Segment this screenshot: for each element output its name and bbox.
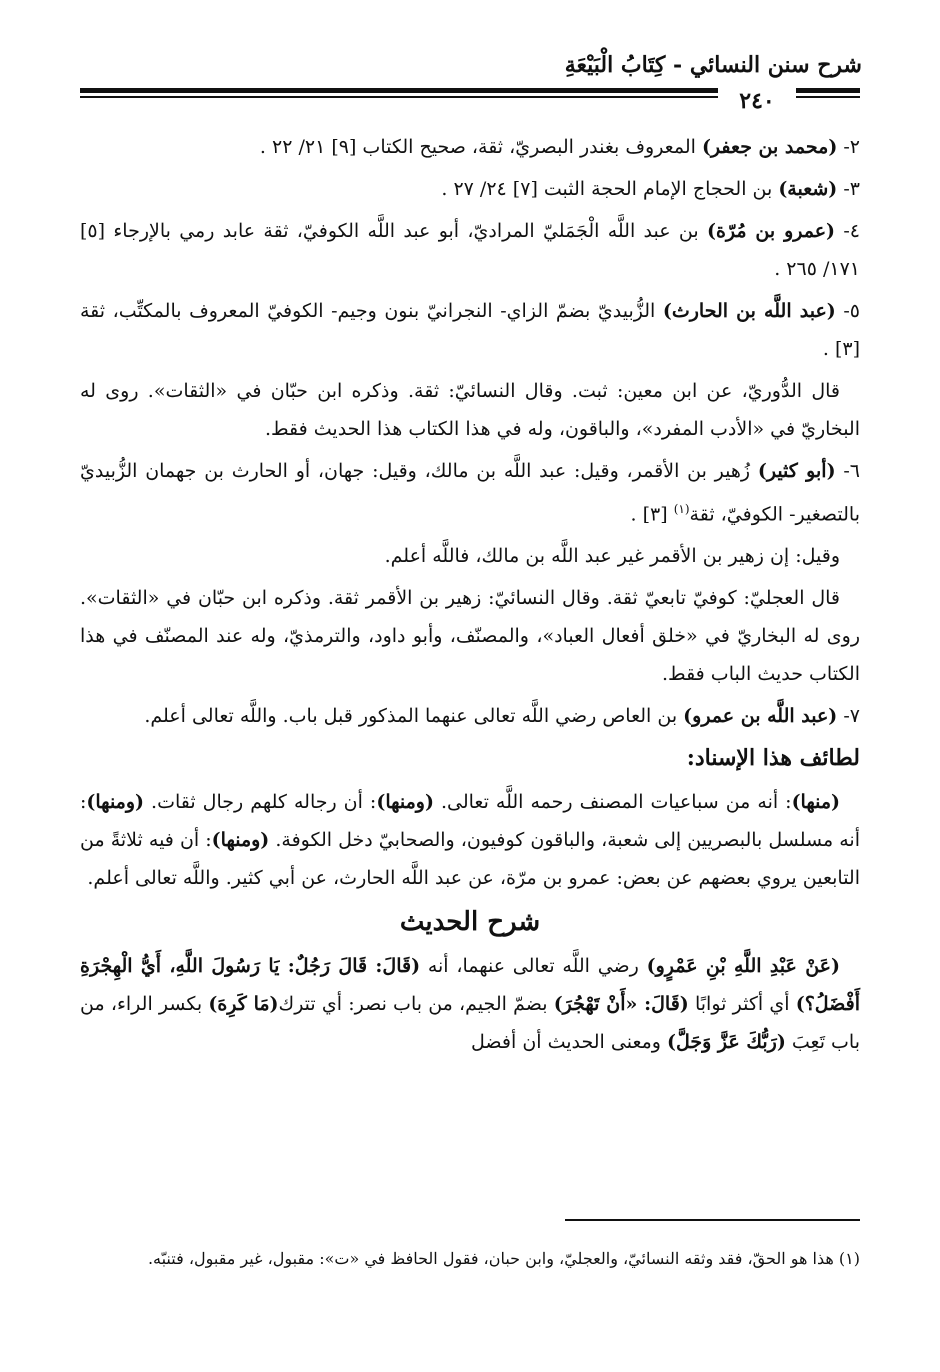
narrator-text: الزُّبيديّ بضمّ الزاي- النجرانيّ بنون وجيم- الكوفيّ المعروف بالمكتِّب، ثقة [٣] . [80,300,860,360]
page-number: ٢٤٠ [718,88,796,116]
narrator-tail: [٣] . [630,503,674,526]
narrator-6 [80,452,860,533]
point-text: : أنه من سباعيات المصنف رحمه اللَّه تعالى. [433,791,792,814]
narrator-2 [80,128,860,166]
narrator-text: بن العاص رضي اللَّه تعالى عنهما المذكور قبل باب. واللَّه تعالى أعلم. [144,705,684,728]
section-heading-isnad: لطائف هذا الإسناد: [686,745,860,772]
section-heading-sharh: شرح الحديث [399,907,541,938]
narrator-name: (أبو كثير) [757,460,836,482]
narrator-name: (شعبة) [778,178,838,200]
commentary-text: بضمّ الجيم، من باب نصر: أي تترك [278,993,554,1016]
narrator-6-note-2: قال العجليّ: كوفيّ تابعيّ ثقة. وقال النسائيّ: زهير بن الأقمر ثقة. وذكره ابن حبّان في «الثقات». روى له البخاريّ في «خلق أفعال العباد»، والمصنّف، وأبو داود، والترمذيّ، وله عند المصنّف في هذا الكتاب حديث الباب فقط. [80,587,860,686]
narrator-name: (محمد بن جعفر) [701,136,838,158]
narrator-5-note: قال الدُّوريّ، عن ابن معين: ثبت. وقال النسائيّ: ثقة. وذكره ابن حبّان في «الثقات». روى له البخاريّ في «الأدب المفرد»، والباقون، وله في هذا الكتاب هذا الحديث فقط. [80,380,860,440]
footnote-1: (١) هذا هو الحقّ، فقد وثقه النسائيّ، والعجليّ، وابن حبان، فقول الحافظ في «ت»: مقبول، غير مقبول، فتنبّه. [147,1249,860,1268]
point-label: (ومنها) [86,791,145,814]
commentary-text: ومعنى الحديث أن أفضل [471,1031,668,1054]
narrator-text: بن عبد اللَّه الْجَمَليّ المراديّ، أبو عبد اللَّه الكوفيّ، ثقة عابد رمي بالإرجاء [٥] ١٧١/ ٢٦٥ . [80,220,860,280]
footnote-separator [565,1219,860,1221]
narrator-text: زُهير بن الأقمر، وقيل: عبد اللَّه بن مالك، وقيل: جهان، أو الحارث بن جهمان الزُّبيديّ بالتصغير- الكوفيّ، ثقة [80,460,860,526]
commentary-text: بكسر الراء، من باب تَعِبَ [80,993,860,1054]
point-label: (منها) [791,791,840,814]
hadith-quote: (رَبُّكَ عَزَّ وَجَلَّ) [667,1031,786,1054]
item-number: ٥- [835,300,860,322]
point-text: : أنه مسلسل بالبصريين إلى شعبة، والباقون كوفيون، والصحابيّ دخل الكوفة. [80,791,860,852]
narrator-3 [80,170,860,208]
narrator-6-note-1: وقيل: إن زهير بن الأقمر غير عبد اللَّه بن مالك، فاللَّه أعلم. [384,545,840,568]
item-number: ٤- [835,220,860,242]
item-number: ٧- [837,705,860,728]
point-label: (ومنها) [211,829,270,852]
narrator-name: (عبد اللَّه بن عمرو) [683,705,838,728]
narrator-name: (عبد اللَّه بن الحارث) [662,300,836,322]
narrator-5 [80,292,860,368]
commentary-text: أي أكثر ثوابًا [688,993,796,1016]
item-number: ٦- [835,460,860,482]
narrator-name: (عمرو بن مُرّة) [706,220,836,242]
hadith-quote: (مَا كَرِهَ) [208,993,279,1016]
narrator-4 [80,212,860,288]
running-header-title: شرح سنن النسائي - كِتَابُ الْبَيْعَةِ [564,52,862,78]
point-label: (ومنها) [376,791,434,814]
narrator-text: بن الحجاج الإمام الحجة الثبت [٧] ٢٤/ ٢٧ . [441,178,779,200]
hadith-quote: (قَالَ: «أَنْ تَهْجُرَ) [553,993,689,1016]
narrator-7 [80,697,860,735]
item-number: ٣- [837,178,860,200]
item-number: ٢- [837,136,860,158]
main-text [80,128,860,1065]
hadith-quote: (قَالَ: قَالَ رَجُلٌ: يَا رَسُولَ اللَّهِ، أَيُّ الْهِجْرَةِ أَفْضَلُ؟) [80,955,861,1016]
commentary-text: رضي اللَّه تعالى عنهما، أنه [420,955,647,978]
point-text: : أن فيه ثلاثةً من التابعين يروي بعضهم عن بعض: عمرو بن مرّة، عن عبد اللَّه الحارث، عن أبي كثير. واللَّه تعالى أعلم. [80,829,860,890]
footnote-reference[interactable]: (١) [673,502,690,516]
isnad-paragraph [80,783,860,897]
sharh-paragraph [80,947,860,1061]
hadith-quote: (عَنْ عَبْدِ اللَّهِ بْنِ عَمْرٍو) [646,955,840,978]
narrator-text: المعروف بغندر البصريّ، ثقة، صحيح الكتاب [٩] ٢١/ ٢٢ . [259,136,702,158]
point-text: : أن رجاله كلهم رجال ثقات. [144,791,377,814]
